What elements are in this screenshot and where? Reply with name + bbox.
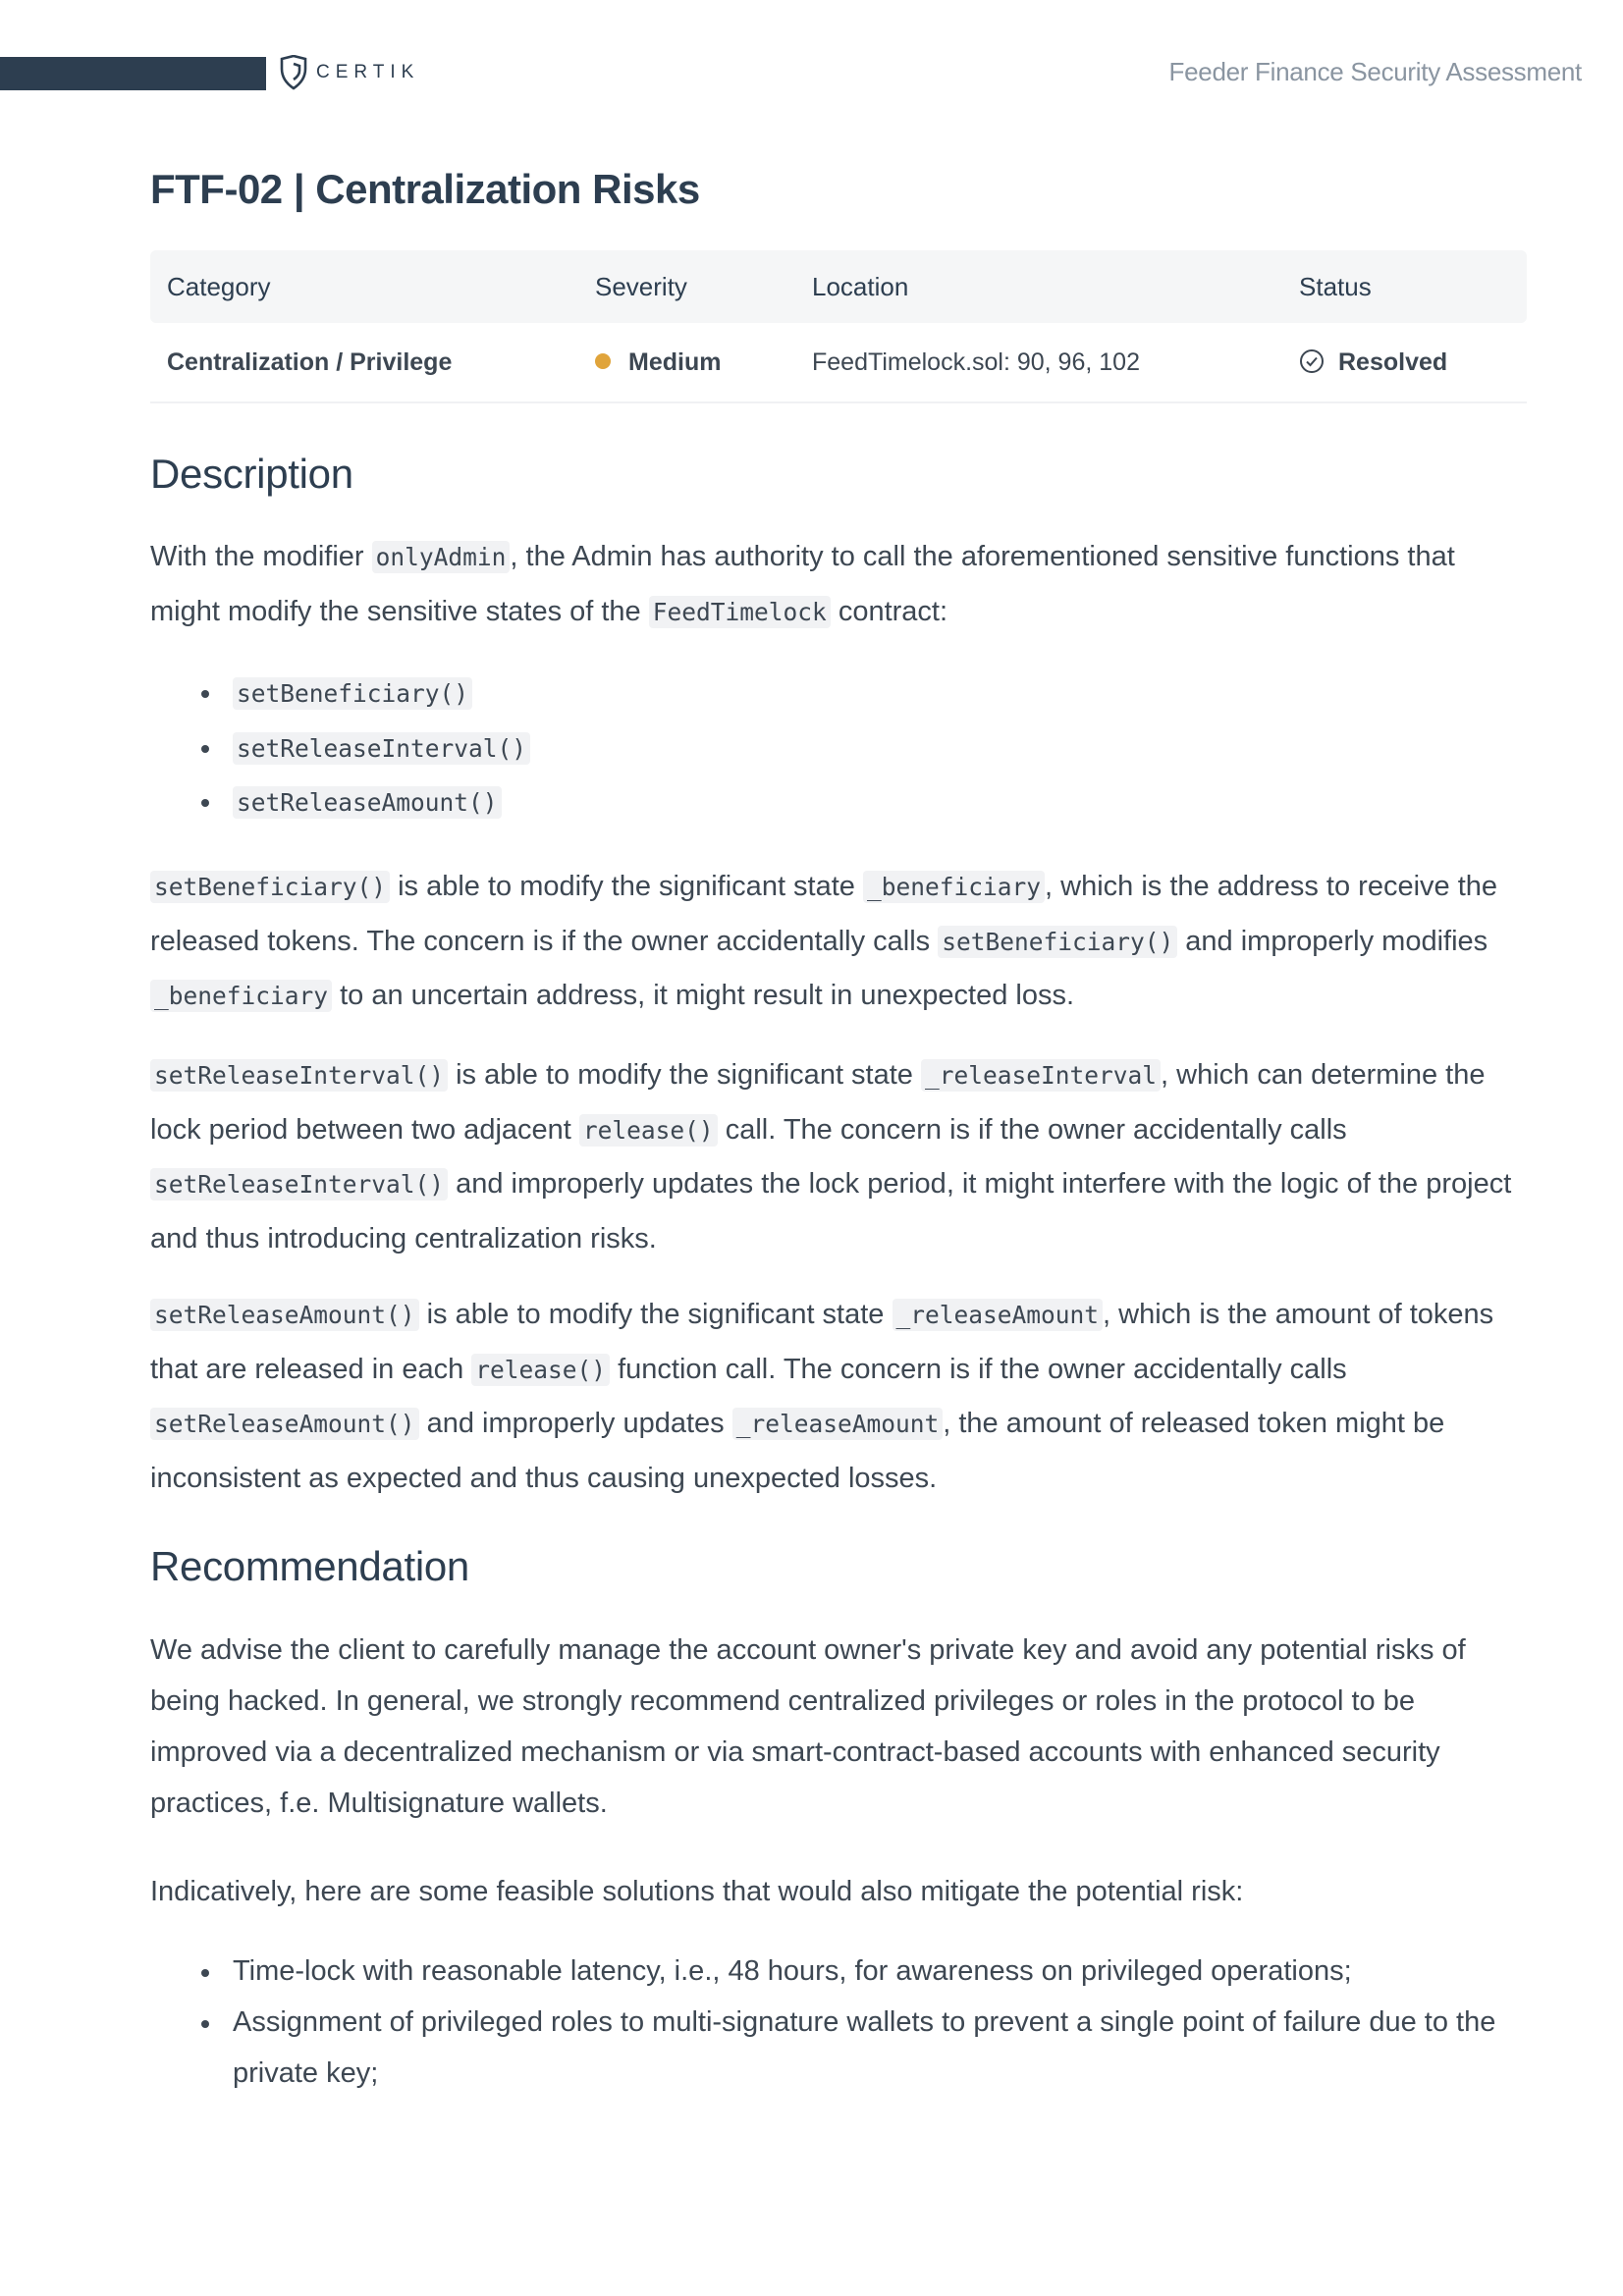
- solutions-intro-block: [150, 1865, 1527, 1919]
- release-amount-paragraph-block: [150, 1288, 1527, 1505]
- severity-dot-icon: [595, 353, 611, 369]
- category-value: Centralization / Privilege: [150, 323, 578, 402]
- release-interval-paragraph: setReleaseInterval() is able to modify the significant state _releaseInterval , which can determine the lock period between two adjacent release() call. The concern is if the owner accidentally calls setReleaseInterval() and improperly updates the lock period, it might interfere with the logic of the project and thus introducing centralization risks.: [150, 1059, 1512, 1255]
- beneficiary-paragraph-block: [150, 860, 1527, 1024]
- solutions-intro-paragraph: Indicatively, here are some feasible solutions that would also mitigate the potential risk:: [150, 1876, 1244, 1907]
- recommendation-paragraph: We advise the client to carefully manage the account owner's private key and avoid any potential risks of being hacked. In general, we strongly recommend centralized privileges or roles in the protocol to be improved via a decentralized mechanism or via smart-contract-based accounts with enhanced security practices, f.e. Multisignature wallets.: [150, 1634, 1466, 1819]
- logo-wordmark: CERTIK: [316, 62, 420, 82]
- description-intro: [150, 530, 1527, 639]
- release-amount-paragraph: setReleaseAmount() is able to modify the significant state _releaseAmount , which is the amount of tokens that are released in each release() function call. The concern is if the owner accidentally calls setReleaseAmount() and improperly updates _releaseAmount , the amount of released token might be inconsistent as expected and thus causing unexpected losses.: [150, 1299, 1494, 1494]
- report-title: Feeder Finance Security Assessment: [1168, 57, 1582, 86]
- shield-icon: [279, 55, 308, 90]
- header-severity: Severity: [578, 250, 795, 323]
- table-header-row: [150, 250, 1527, 323]
- release-interval-paragraph-block: [150, 1048, 1527, 1265]
- description-intro-paragraph: With the modifier onlyAdmin , the Admin has authority to call the aforementioned sensitive functions that might modify the sensitive states of the FeedTimelock contract:: [150, 541, 1455, 627]
- function-list: [150, 667, 1527, 830]
- header-status: Status: [1282, 250, 1527, 323]
- header-location: Location: [795, 250, 1282, 323]
- table-row: [150, 323, 1527, 402]
- recommendation-body: [150, 1625, 1527, 1829]
- list-item: Assignment of privileged roles to multi-signature wallets to prevent a single point of failure due to the private key;: [150, 1997, 1527, 2099]
- page-content: [150, 162, 1527, 2089]
- description-heading: Description: [150, 451, 353, 497]
- status-cell: [1282, 323, 1527, 402]
- finding-title: FTF-02 | Centralization Risks: [150, 166, 700, 212]
- header-accent-bar: [0, 57, 266, 90]
- severity-cell: [578, 323, 795, 402]
- location-value: FeedTimelock.sol: 90, 96, 102: [795, 323, 1282, 402]
- list-item: setReleaseInterval(): [150, 721, 1527, 776]
- recommendation-heading: Recommendation: [150, 1543, 469, 1589]
- finding-summary-table: [150, 250, 1527, 403]
- status-value: Resolved: [1338, 347, 1448, 376]
- severity-value: Medium: [628, 347, 722, 376]
- list-item: setBeneficiary(): [150, 667, 1527, 721]
- code-feedtimelock: FeedTimelock: [649, 596, 831, 628]
- solutions-list: [150, 1946, 1527, 2099]
- description-section: [150, 447, 1527, 502]
- list-item: Time-lock with reasonable latency, i.e., 48 hours, for awareness on privileged operations;: [150, 1946, 1527, 1997]
- code-onlyadmin: onlyAdmin: [372, 541, 511, 573]
- recommendation-section: [150, 1539, 1527, 1594]
- check-circle-icon: [1299, 348, 1325, 374]
- beneficiary-paragraph: setBeneficiary() is able to modify the significant state _beneficiary , which is the address to receive the released tokens. The concern is if the owner accidentally calls setBeneficiary() and improperly modifies _beneficiary to an uncertain address, it might result in unexpected loss.: [150, 871, 1498, 1011]
- header-category: Category: [150, 250, 578, 323]
- list-item: setReleaseAmount(): [150, 775, 1527, 830]
- certik-logo: [279, 53, 419, 92]
